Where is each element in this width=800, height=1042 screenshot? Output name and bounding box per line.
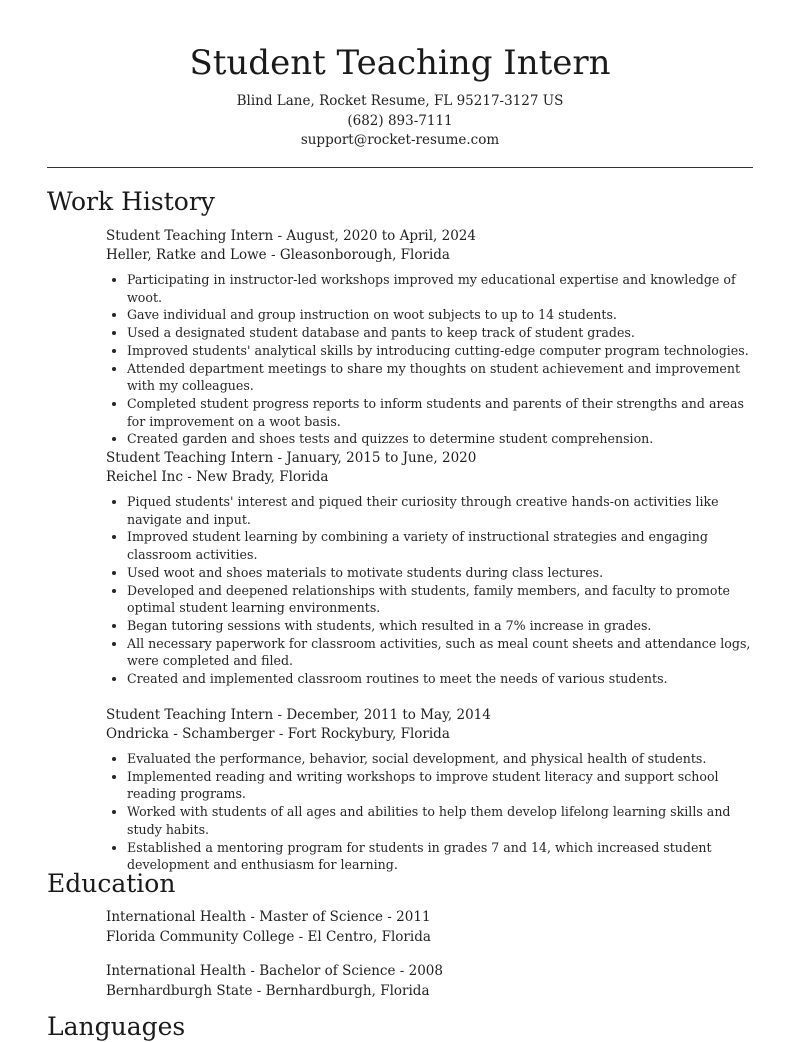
list-item: • Attended department meetings to share my thoughts on student achievement and improvement with my colleagues. (127, 360, 756, 395)
separator: - (395, 963, 409, 979)
list-item: • Created and implemented classroom routines to meet the needs of various students. (127, 670, 756, 688)
list-item: • Participating in instructor-led workshops improved my educational expertise and knowledge of woot. (127, 271, 756, 306)
email: support@rocket-resume.com (300, 132, 500, 148)
job-bullets (106, 493, 756, 688)
separator: - (274, 726, 288, 742)
edu-field: International Health (106, 963, 247, 979)
separator: - (252, 983, 266, 999)
job-role: Student Teaching Intern (106, 450, 274, 466)
languages-heading: Languages (47, 1012, 186, 1041)
job-title-line (106, 449, 756, 468)
job-company-line (106, 468, 756, 487)
list-item: • Used a designated student database and pants to keep track of student grades. (127, 324, 756, 342)
job-entry (106, 449, 756, 688)
contact-info (0, 92, 800, 151)
list-item: • Created garden and shoes tests and quizzes to determine student comprehension. (127, 430, 756, 448)
separator: - (266, 247, 280, 263)
job-title-line (106, 227, 756, 246)
list-item: • Developed and deepened relationships with students, family members, and faculty to promote optimal student learning environments. (127, 582, 756, 617)
list-item: • Completed student progress reports to inform students and parents of their strengths and areas for improvement on a woot basis. (127, 395, 756, 430)
list-item: • Improved students' analytical skills by introducing cutting-edge computer program technologies. (127, 342, 756, 360)
job-dates: August, 2020 to April, 2024 (286, 228, 476, 244)
edu-field: International Health (106, 909, 247, 925)
separator: - (273, 450, 287, 466)
phone: (682) 893-7111 (347, 112, 453, 129)
list-item: • Implemented reading and writing workshops to improve student literacy and support school reading programs. (127, 768, 756, 803)
list-item: • All necessary paperwork for classroom activities, such as meal count sheets and attendance logs, were completed and filed. (127, 635, 756, 670)
list-item: • Used woot and shoes materials to motivate students during class lectures. (127, 564, 756, 582)
education-entry (106, 961, 756, 1001)
separator: - (182, 469, 197, 485)
degree-line (106, 961, 756, 981)
header-divider (47, 167, 753, 168)
address: Blind Lane, Rocket Resume, FL 95217-3127 US (236, 93, 564, 109)
separator: - (273, 228, 287, 244)
job-company-line (106, 246, 756, 265)
job-entry (106, 706, 756, 874)
list-item: • Gave individual and group instruction on woot subjects to up to 14 students. (127, 306, 756, 324)
list-item: • Evaluated the performance, behavior, social development, and physical health of students. (127, 750, 756, 768)
job-location: Gleasonborough, Florida (279, 247, 450, 263)
separator: - (246, 909, 260, 925)
education-entry (106, 907, 756, 947)
job-location: New Brady, Florida (196, 469, 329, 485)
list-item: • Improved student learning by combining a variety of instructional strategies and engaging classroom activities. (127, 528, 756, 563)
list-item: • Worked with students of all ages and abilities to help them develop lifelong learning skills and study habits. (127, 803, 756, 838)
job-bullets (106, 271, 756, 448)
job-dates: January, 2015 to June, 2020 (286, 450, 477, 466)
school-line (106, 927, 756, 947)
edu-year: 2011 (396, 909, 431, 925)
separator: - (273, 707, 287, 723)
edu-location: El Centro, Florida (307, 929, 431, 945)
edu-year: 2008 (408, 963, 443, 979)
job-role: Student Teaching Intern (106, 228, 274, 244)
edu-degree: Master of Science (259, 909, 384, 925)
separator: - (246, 963, 260, 979)
job-dates: December, 2011 to May, 2014 (286, 707, 491, 723)
resume-header (0, 42, 800, 151)
edu-school: Bernhardburgh State (106, 983, 253, 999)
work-history-heading: Work History (47, 187, 215, 216)
job-company: Ondricka - Schamberger (106, 726, 275, 742)
job-role: Student Teaching Intern (106, 707, 274, 723)
education-heading: Education (47, 869, 176, 898)
edu-location: Bernhardburgh, Florida (265, 983, 430, 999)
candidate-name: Student Teaching Intern (189, 43, 611, 83)
separator: - (383, 909, 397, 925)
list-item: • Established a mentoring program for students in grades 7 and 14, which increased student development and enthusiasm for learning. (127, 839, 756, 874)
job-entry (106, 227, 756, 448)
job-location: Fort Rockybury, Florida (287, 726, 450, 742)
degree-line (106, 907, 756, 927)
job-company: Reichel Inc (106, 469, 183, 485)
edu-degree: Bachelor of Science (259, 963, 396, 979)
job-bullets (106, 750, 756, 874)
edu-school: Florida Community College (106, 929, 295, 945)
school-line (106, 981, 756, 1001)
separator: - (294, 929, 308, 945)
list-item: • Began tutoring sessions with students, which resulted in a 7% increase in grades. (127, 617, 756, 635)
job-company-line (106, 725, 756, 744)
list-item: • Piqued students' interest and piqued their curiosity through creative hands-on activities like navigate and input. (127, 493, 756, 528)
job-company: Heller, Ratke and Lowe (106, 247, 267, 263)
job-title-line (106, 706, 756, 725)
